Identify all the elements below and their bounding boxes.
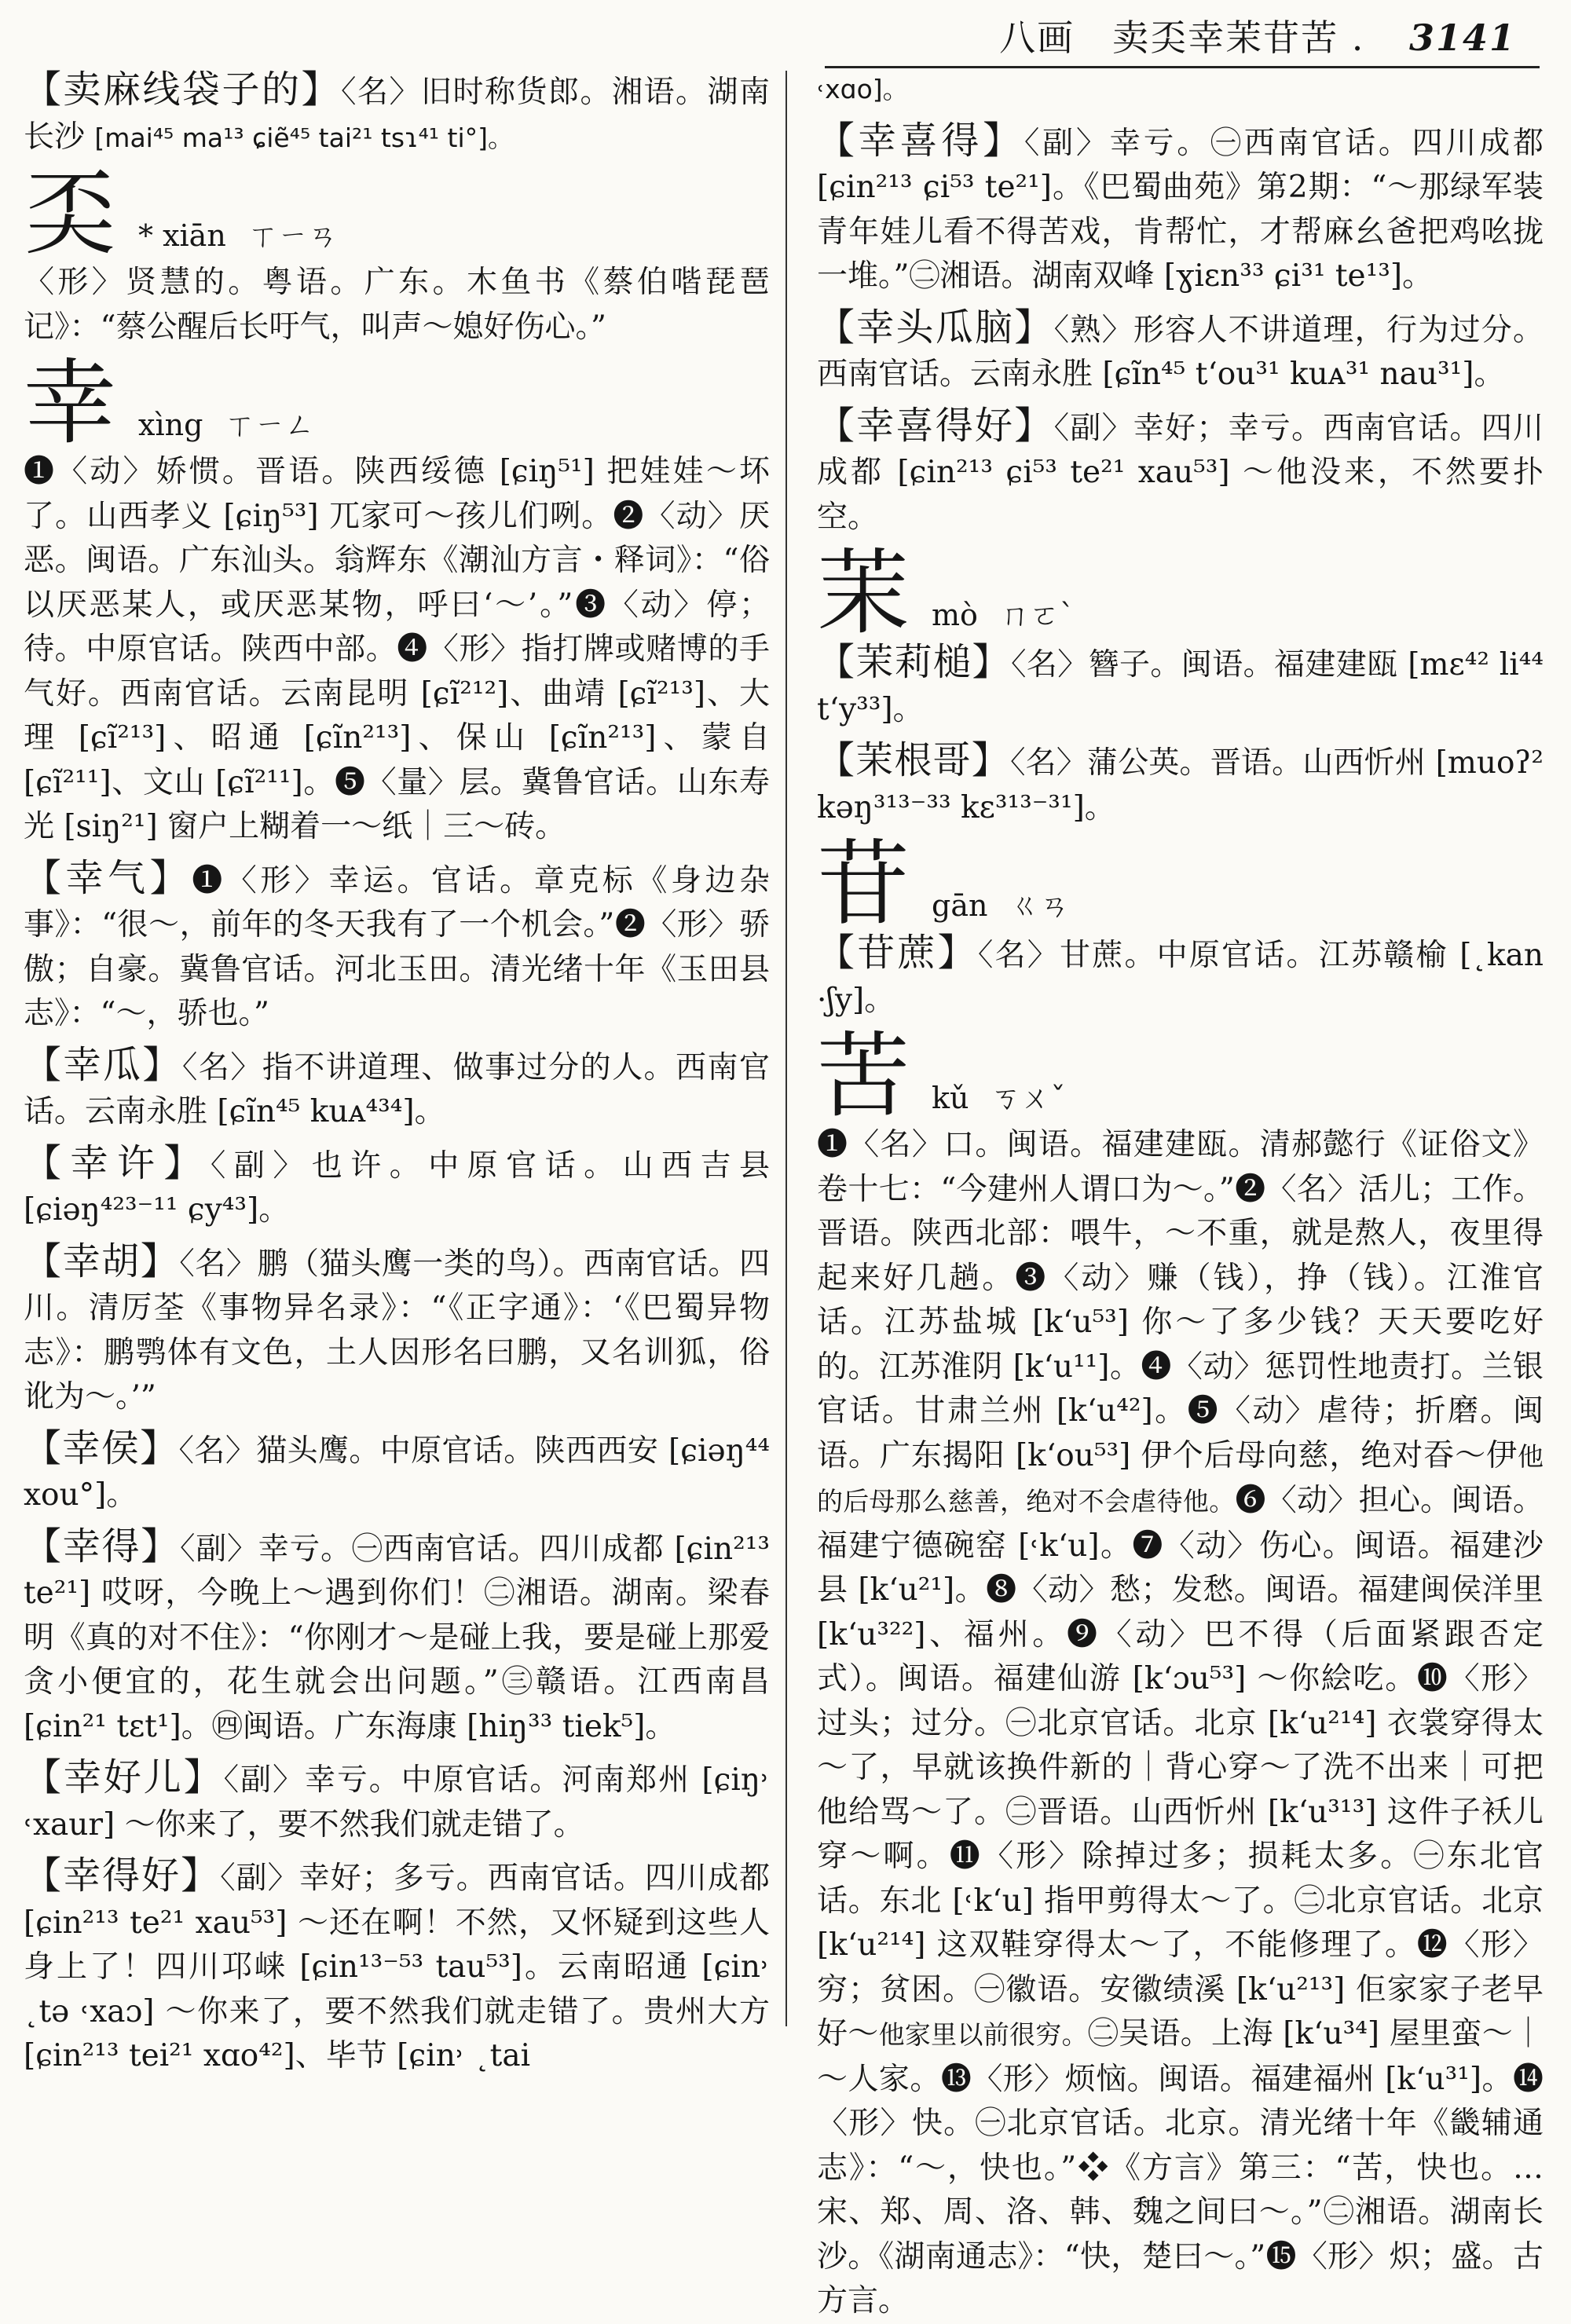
entry-definition: ❶〈形〉幸运。官话。章克标《身边杂事》：“很～，前年的冬天我有了一个机会。”❷〈形〉骄傲；自豪。冀鲁官话。河北玉田。清光绪十年《玉田县志》：“～，骄也。”	[24, 862, 770, 1031]
entry-definition: 〈副〉幸亏。中原官话。河南郑州 [ɕiŋ˒ ˓xaur] ～你来了，要不然我们就走错了。	[24, 1762, 770, 1843]
entry	[24, 1239, 770, 1420]
entry-definition: 〈名〉蒲公英。晋语。山西忻州 [muoʔ² kəŋ³¹³⁻³³ kɛ³¹³⁻³¹]。	[817, 745, 1544, 825]
entry	[24, 1043, 770, 1135]
pinyin: kǔ	[932, 1081, 969, 1115]
gloss-note: 他的后母那么慈善，绝对不会虐待他。	[817, 1440, 1544, 1517]
entry-definition: 〈熟〉形容人不讲道理，行为过分。西南官话。云南永胜 [ɕĩn⁴⁵ t‘ou³¹ kuᴀ³¹ nau³¹]。	[817, 312, 1544, 392]
right-column	[817, 68, 1544, 2319]
entry-headword: 【幸得好】	[24, 1854, 221, 1898]
character-definition: ❶〈动〉娇惯。晋语。陕西绥德 [ɕiŋ⁵¹] 把娃娃～坏了。山西孝义 [ɕiŋ⁵³] 兀家可～孩儿们咧。❷〈动〉厌恶。闽语。广东汕头。翁辉东《潮汕方言・释词》：“俗以厌恶某人，或厌恶某物，呼曰‘～’。”❸〈动〉停；待。中原官话。陕西中部。❹〈形〉指打牌或赌博的手气好。西南官话。云南昆明 [ɕĩ²¹²]、曲靖 [ɕĩ²¹³]、大理 [ɕĩ²¹³]、昭通 [ɕĩn²¹³]、保山 [ɕĩn²¹³]、蒙自 [ɕĩ²¹¹]、文山 [ɕĩ²¹¹]。❺〈量〉层。冀鲁官话。山东寿光 [siŋ²¹] 窗户上糊着一～纸｜三～砖。	[24, 454, 770, 844]
character-heading	[817, 829, 1544, 938]
continued-text: ˓xɑo]。	[817, 74, 909, 104]
entry-headword: 【幸喜得好】	[817, 403, 1054, 448]
entry-headword: 【幸得】	[24, 1524, 180, 1568]
entry-headword: 【幸胡】	[24, 1239, 180, 1283]
character-definition	[817, 1123, 1544, 2324]
entry	[817, 640, 1544, 732]
header-text: 八画 卖奀幸茉苷苦	[999, 16, 1339, 59]
character-definition: 〈形〉贤慧的。粤语。广东。木鱼书《蔡伯喈琵琶记》：“蔡公醒后长吁气，叫声～媳好伤心。”	[24, 265, 770, 345]
entry	[24, 1524, 770, 1750]
entry-definition: 〈名〉甘蔗。中原官话。江苏赣榆 [˛kan ·ʃy]。	[817, 938, 1544, 1018]
entry	[817, 931, 1544, 1023]
entry-definition: 〈名〉旧时称货郎。湘语。湖南长沙	[24, 75, 770, 155]
zhuyin: ㄇㄛˋ	[999, 598, 1075, 632]
head-character: 奀	[24, 159, 117, 268]
character-heading	[817, 1022, 1544, 1130]
entry-definition: 〈副〉幸好；幸亏。西南官话。四川成都 [ɕin²¹³ ɕi⁵³ te²¹ xau⁵³] ～他没来，不然要扑空。	[817, 410, 1544, 535]
entry-headword: 【茉根哥】	[817, 738, 1010, 782]
entry-definition: 〈副〉也许。中原官话。山西吉县 [ɕiəŋ⁴²³⁻¹¹ ɕy⁴³]。	[24, 1147, 770, 1228]
head-character: 苷	[817, 829, 910, 938]
entry	[817, 738, 1544, 830]
character-heading	[24, 349, 770, 457]
entry-headword: 【幸气】	[24, 855, 192, 900]
entry	[24, 68, 770, 160]
definition-text: ❻〈动〉担心。闽语。福建宁德碗窑 [˓k‘u]。❼〈动〉伤心。闽语。福建沙县 [k‘u²¹]。❽〈动〉愁；发愁。闽语。福建闽侯洋里 [k‘u³²²]、福州。❾〈动〉巴不得（后面紧跟否定式）。闽语。福建仙游 [k‘ɔu⁵³] ～你絵吃。❿〈形〉过头；过分。㊀北京官话。北京 [k‘u²¹⁴] 衣裳穿得太～了，早就该换件新的｜背心穿～了洗不出来｜可把他给骂～了。㊁晋语。山西忻州 [k‘u³¹³] 这件子袄儿穿～啊。⓫〈形〉除掉过多；损耗太多。㊀东北官话。东北 [˓k‘u] 指甲剪得太～了。㊁北京官话。北京 [k‘u²¹⁴] 这双鞋穿得太～了，不能修理了。⓬〈形〉穷；贫困。㊀徽语。安徽绩溪 [k‘u²¹³] 佢家家子老早好～	[817, 1483, 1544, 2051]
entry-headword: 【茉莉槌】	[817, 640, 1011, 684]
pinyin: xìng	[138, 408, 203, 442]
head-character: 茉	[817, 539, 910, 647]
entry-headword: 【幸头瓜脑】	[817, 305, 1054, 350]
column-divider	[786, 71, 787, 2026]
pinyin: mò	[932, 598, 978, 632]
character-heading	[817, 539, 1544, 647]
zhuyin: ㄒㄧㄥ	[225, 408, 315, 442]
entry	[24, 856, 770, 1037]
entry-headword: 【幸瓜】	[24, 1042, 182, 1087]
entry	[24, 1755, 770, 1847]
head-character: 幸	[24, 349, 117, 457]
entry-headword: 【卖麻线袋子的】	[24, 68, 341, 112]
pinyin: * xiān	[138, 218, 226, 253]
left-column	[24, 68, 770, 2086]
entry-definition: 〈副〉幸亏。㊀西南官话。四川成都 [ɕin²¹³ te²¹] 哎呀，今晚上～遇到你们！㊁湘语。湖南。梁春明《真的对不住》：“你刚才～是碰上我，要是碰上那爱贪小便宜的，花生就会出问题。”㊂赣语。江西南昌 [ɕin²¹ tɛt¹]。㊃闽语。广东海康 [hiŋ³³ tiek⁵]。	[24, 1531, 770, 1744]
entry	[24, 1426, 770, 1518]
entry-definition: 〈副〉幸亏。㊀西南官话。四川成都 [ɕin²¹³ ɕi⁵³ te²¹]。《巴蜀曲苑》第2期：“～那绿军装青年娃儿看不得苦戏，肯帮忙，才帮麻幺爸把鸡吆拢一堆。”㊁湘语。湖南双峰 [ɣiɛn³³ ɕi³¹ te¹³]。	[817, 125, 1544, 294]
entry-headword: 【幸好儿】	[24, 1755, 224, 1799]
zhuyin: ㄎㄨˇ	[991, 1081, 1066, 1115]
zhuyin: ㄍㄢ	[1009, 888, 1070, 923]
pinyin: gān	[932, 888, 988, 923]
character-heading	[24, 159, 770, 268]
entry-headword: 【幸喜得】	[817, 118, 1024, 163]
entry	[24, 1141, 770, 1233]
entry-definition: 〈名〉猫头鹰。中原官话。陕西西安 [ɕiəŋ⁴⁴ xou°]。	[24, 1433, 770, 1513]
running-head	[999, 14, 1516, 61]
definition-text: ❶〈名〉口。闽语。福建建瓯。清郝懿行《证俗文》卷十七：“今建州人谓口为～。”❷〈名〉活儿；工作。晋语。陕西北部：喂牛，～不重，就是熬人，夜里得起来好几趟。❸〈动〉赚（钱），挣（钱）。江淮官话。江苏盐城 [k‘u⁵³] 你～了多少钱？天天要吃好的。江苏淮阴 [k‘u¹¹]。❹〈动〉惩罚性地责打。兰银官话。甘肃兰州 [k‘u⁴²]。❺〈动〉虐待；折磨。闽语。广东揭阳 [k‘ou⁵³] 伊个后母向慈，绝对昋～伊	[817, 1127, 1544, 1473]
header-dot: .	[1351, 16, 1365, 59]
entry-definition: 〈名〉鹏（猫头鹰一类的鸟）。西南官话。四川。清厉荃《事物异名录》：“《正字通》：‘《巴蜀异物志》：鹏鹗体有文色，土人因形名曰鹏，又名训狐，俗讹为～。’”	[24, 1246, 770, 1415]
zhuyin: ㄒㄧㄢ	[247, 218, 338, 253]
entry	[817, 119, 1544, 299]
entry-headword: 【苷蔗】	[817, 931, 978, 975]
entry	[24, 1854, 770, 2079]
entry	[817, 306, 1544, 397]
entry-headword: 【幸许】	[24, 1140, 211, 1185]
entry	[817, 404, 1544, 540]
gloss-note: 他家里以前很穷。	[878, 2019, 1088, 2050]
entry-definition: 〈名〉簪子。闽语。福建建瓯 [mɛ⁴² li⁴⁴ t‘y³³]。	[817, 647, 1544, 727]
entry-headword: 【幸侯】	[24, 1426, 179, 1470]
page-number: 3141	[1408, 16, 1516, 59]
entry-pronunciation: [mai⁴⁵ ma¹³ ɕiẽ⁴⁵ tai²¹ tsɿ⁴¹ ti°]。	[94, 122, 514, 153]
entry-definition: 〈名〉指不讲道理、做事过分的人。西南官话。云南永胜 [ɕĩn⁴⁵ kuᴀ⁴³⁴]。	[24, 1049, 770, 1129]
definition-text: ㊁吴语。上海 [k‘u³⁴] 屋里蛮～｜～人家。⓭〈形〉烦恼。闽语。福建福州 [k‘u³¹]。⓮〈形〉快。㊀北京官话。北京。清光绪十年《畿辅通志》：“～，快也。”❖《方言》第三：“苦，快也。…宋、郑、周、洛、韩、魏之间曰～。”㊁湘语。湖南长沙。《湖南通志》：“快，楚曰～。”⓯〈形〉炽；盛。古方言。	[817, 2016, 1544, 2319]
entry-definition: 〈副〉幸好；多亏。西南官话。四川成都 [ɕin²¹³ te²¹ xau⁵³] ～还在啊！不然，又怀疑到这些人身上了！四川邛崃 [ɕin¹³⁻⁵³ tau⁵³]。云南昭通 [ɕin˒ ˛tə ˓xaɔ] ～你来了，要不然我们就走错了。贵州大方 [ɕin²¹³ tei²¹ xɑo⁴²]、毕节 [ɕin˒ ˛tai	[24, 1861, 770, 2073]
head-character: 苦	[817, 1022, 910, 1130]
